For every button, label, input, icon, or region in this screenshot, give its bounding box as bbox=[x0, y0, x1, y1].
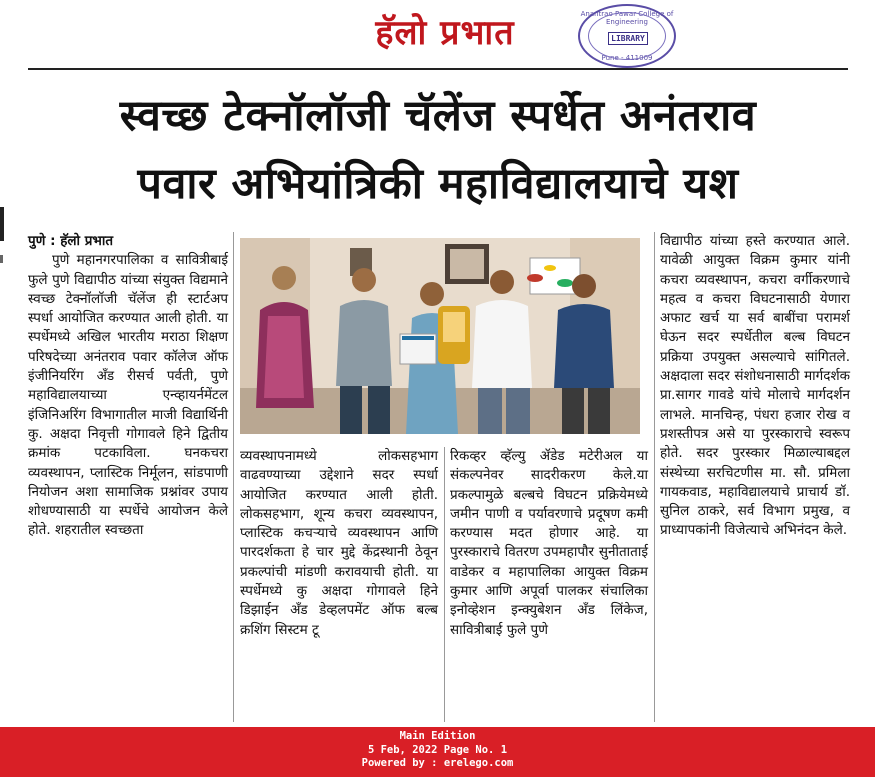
column-divider bbox=[444, 447, 445, 722]
headline-line-1: स्वच्छ टेक्नॉलॉजी चॅलेंज स्पर्धेत अनंतराव bbox=[119, 91, 757, 141]
article-column-1 bbox=[28, 232, 228, 541]
article-column-3 bbox=[450, 447, 648, 640]
column-divider bbox=[654, 232, 655, 722]
library-stamp-icon bbox=[578, 4, 676, 68]
edition-footer bbox=[0, 727, 875, 777]
article-headline bbox=[28, 82, 848, 218]
column-1-text: पुणे महानगरपालिका व सावित्रीबाई फुले पुणे विद्यापीठ यांच्या संयुक्त विद्यमाने स्वच्छ टेक्नॉलॉजी चॅलेंज ही स्टार्टअप स्पर्धा आयोजित करण्यात आली होती. या स्पर्धेमध्ये अखिल भारतीय मराठा शिक्षण परिषदेच्या अनंतराव पवार कॉलेज ऑफ इंजीनियरिंग अँड रीसर्च पर्वती, पुणे महाविद्यालयाच्या एन्व्हायर्नमेंटल इंजिनिअरिंग विभागातील माजी विद्यार्थिनी कु. अक्षदा निवृत्ती गोगावले हिने द्वितीय क्रमांक पटकाविला. घनकचरा व्यवस्थापन, प्लास्टिक निर्मूलन, सांडपाणी नियोजन अशा सामाजिक प्रश्नांवर उपाय शोधण्यासाठी या स्पर्धेचे आयोजन केले होते. शहरातील स्वच्छता bbox=[28, 252, 228, 539]
stamp-ring-text: Anantrao Pawar College of Engineering bbox=[580, 10, 674, 26]
dateline: पुणे : हॅलो प्रभात bbox=[28, 233, 114, 249]
headline-line-2: पवार अभियांत्रिकी महाविद्यालयाचे यश bbox=[137, 159, 739, 209]
article-column-4 bbox=[660, 232, 850, 541]
edition-date-page: 5 Feb, 2022 Page No. 1 bbox=[367, 743, 508, 756]
powered-by-link[interactable]: Powered by : erelego.com bbox=[361, 757, 514, 769]
column-2-text: व्यवस्थापनामध्ये लोकसहभाग वाढवण्याच्या उद्देशाने सदर स्पर्धा आयोजित करण्यात आली होती. लोकसहभाग, शून्य कचरा व्यवस्थापन, प्लास्टिक कचऱ्याचे व्यवस्थापन आणि पारदर्शकता हे चार मुद्दे केंद्रस्थानी ठेवून प्रकल्पांची मांडणी करावयाची होती. या स्पर्धेमध्ये कु अक्षदा गोगावले हिने डिझाईन अँड डेव्हलपमेंट ऑफ बल्ब क्रशिंग सिस्टम टू bbox=[240, 448, 438, 638]
column-divider bbox=[233, 232, 234, 722]
page-edge-mark bbox=[0, 207, 4, 241]
masthead bbox=[0, 0, 875, 70]
newspaper-logo: हॅलो प्रभात bbox=[375, 13, 515, 53]
masthead-rule bbox=[28, 68, 848, 70]
column-3-text: रिकव्हर व्हॅल्यु ॲडेड मटेरीअल या संकल्पनेवर सादरीकरण केले.या प्रकल्पामुळे बल्बचे विघटन प्रक्रियेमध्ये जमीन पाणी व पर्यावरणाचे प्रदूषण कमी करण्यास मदत होणार आहे. या पुरस्काराचे वितरण उपमहापौर सुनीताताई वाडेकर व महापालिका आयुक्त विक्रम कुमार आणि अपूर्वा पालकर संचालिका इनोव्हेशन इन्क्युबेशन ॲंड लिंकेज, सावित्रीबाई फुले पुणे bbox=[450, 448, 648, 638]
edition-label: Main Edition bbox=[399, 730, 476, 742]
award-photo bbox=[240, 238, 640, 434]
stamp-ring-bottom-text: Pune - 411009 bbox=[601, 54, 653, 62]
page-edge-dot bbox=[0, 255, 3, 263]
award-photo-illustration bbox=[240, 238, 640, 434]
article-column-2 bbox=[240, 447, 438, 640]
column-4-text: विद्यापीठ यांच्या हस्ते करण्यात आले. यावेळी आयुक्त विक्रम कुमार यांनी कचरा व्यवस्थापन, कचरा वर्गीकरणाचे महत्व व कचरा विघटनासाठी येणारा अफाट खर्च या सर्व बाबींचा परामर्श घेऊन सदर स्पर्धेतील बल्ब विघटन प्रक्रिया उपयुक्त असल्याचे सांगितले. अक्षदाला सदर संशोधनासाठी मार्गदर्शक प्रा.सागर गावडे यांचे मोलाचे मार्गदर्शन लाभले. मानचिन्ह, पंधरा हजार रोख व प्रशस्तीपत्र असे या पुरस्काराचे स्वरूप होते. सदर पुरस्कार मिळाल्याबद्दल संस्थेच्या सरचिटणीस मा. सौ. प्रमिला गायकवाड, महाविद्यालयाचे प्राचार्य डॉ. सुनिल ठाकरे, सर्व विभाग प्रमुख, व प्राध्यापकांनी विजेत्याचे अभिनंदन केले. bbox=[660, 233, 850, 539]
stamp-label: LIBRARY bbox=[608, 32, 648, 45]
